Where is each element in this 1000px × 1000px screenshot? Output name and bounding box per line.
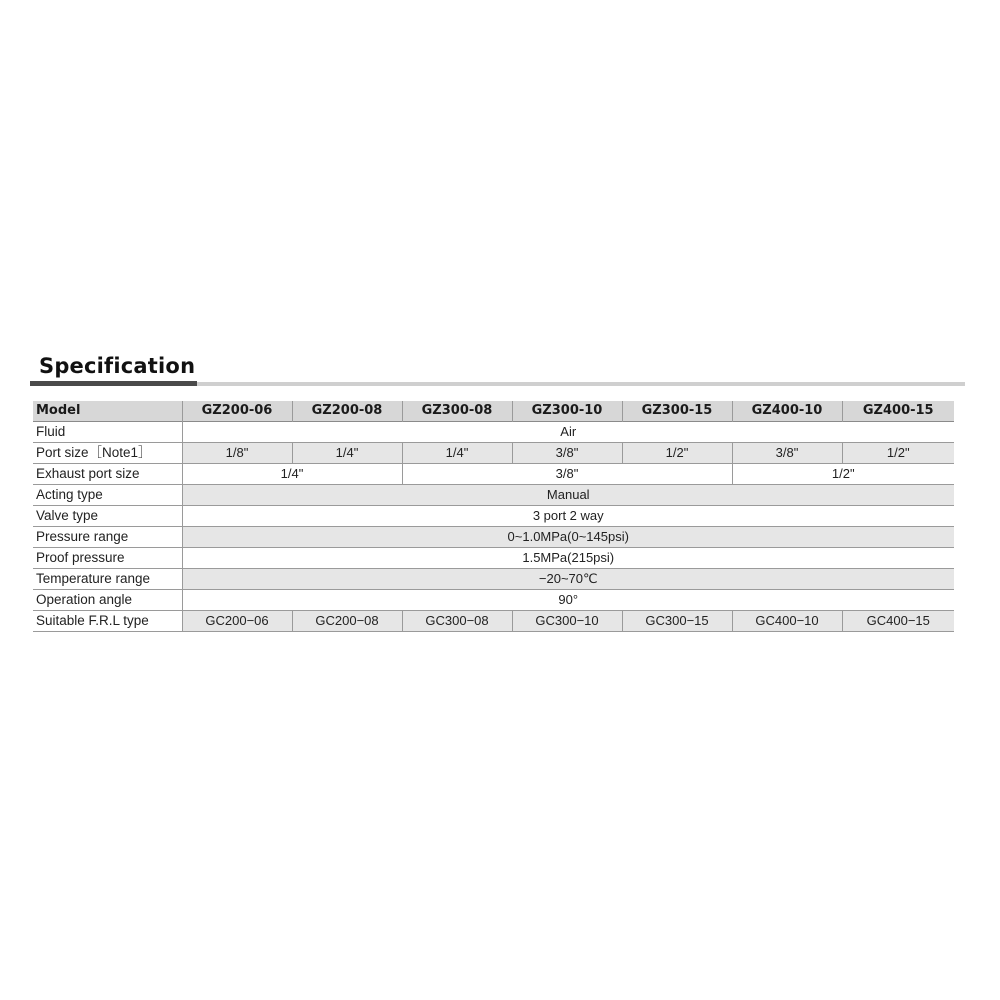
- row-label: Suitable F.R.L type: [33, 611, 182, 632]
- cell-value: GC300−08: [402, 611, 512, 632]
- cell-value: Air: [182, 422, 954, 443]
- table-row-fluid: [33, 422, 954, 443]
- row-label: Port size［Note1］: [33, 443, 182, 464]
- row-label: Exhaust port size: [33, 464, 182, 485]
- cell-value: 1/2": [732, 464, 954, 485]
- cell-value: 3/8": [402, 464, 732, 485]
- model-header: GZ300-10: [512, 401, 622, 422]
- model-header: GZ200-06: [182, 401, 292, 422]
- table-row-pressure-range: [33, 527, 954, 548]
- row-label: Operation angle: [33, 590, 182, 611]
- cell-value: GC400−15: [842, 611, 954, 632]
- table-header-row: [33, 401, 954, 422]
- title-underline-dark: [30, 381, 197, 386]
- header-label: Model: [36, 403, 81, 418]
- cell-value: 1/4": [402, 443, 512, 464]
- cell-value: 1/2": [842, 443, 954, 464]
- model-header: GZ300-15: [622, 401, 732, 422]
- cell-value: GC300−15: [622, 611, 732, 632]
- row-label: Fluid: [33, 422, 182, 443]
- title-underline-light: [197, 382, 965, 386]
- cell-value: 1/8": [182, 443, 292, 464]
- row-label: Proof pressure: [33, 548, 182, 569]
- cell-value: 3 port 2 way: [182, 506, 954, 527]
- row-label: Temperature range: [33, 569, 182, 590]
- cell-value: 1/2": [622, 443, 732, 464]
- cell-value: GC400−10: [732, 611, 842, 632]
- table-row-acting-type: [33, 485, 954, 506]
- model-header: GZ400-10: [732, 401, 842, 422]
- cell-value: 90°: [182, 590, 954, 611]
- cell-value: GC200−06: [182, 611, 292, 632]
- table-row-temperature-range: [33, 569, 954, 590]
- cell-value: 1/4": [182, 464, 402, 485]
- model-header: GZ300-08: [402, 401, 512, 422]
- cell-value: 1.5MPa(215psi): [182, 548, 954, 569]
- cell-value: GC300−10: [512, 611, 622, 632]
- row-label: Pressure range: [33, 527, 182, 548]
- model-header: GZ400-15: [842, 401, 954, 422]
- specification-table: [33, 401, 954, 632]
- table-row-suitable-frl: [33, 611, 954, 632]
- cell-value: 0~1.0MPa(0~145psi): [182, 527, 954, 548]
- table-row-exhaust-port-size: [33, 464, 954, 485]
- cell-value: 3/8": [732, 443, 842, 464]
- table-row-port-size: [33, 443, 954, 464]
- cell-value: 3/8": [512, 443, 622, 464]
- cell-value: Manual: [182, 485, 954, 506]
- table-row-proof-pressure: [33, 548, 954, 569]
- row-label: Valve type: [33, 506, 182, 527]
- model-header: GZ200-08: [292, 401, 402, 422]
- table-row-operation-angle: [33, 590, 954, 611]
- cell-value: −20~70℃: [182, 569, 954, 590]
- section-title: Specification: [39, 354, 196, 378]
- cell-value: GC200−08: [292, 611, 402, 632]
- table-row-valve-type: [33, 506, 954, 527]
- cell-value: 1/4": [292, 443, 402, 464]
- row-label: Acting type: [33, 485, 182, 506]
